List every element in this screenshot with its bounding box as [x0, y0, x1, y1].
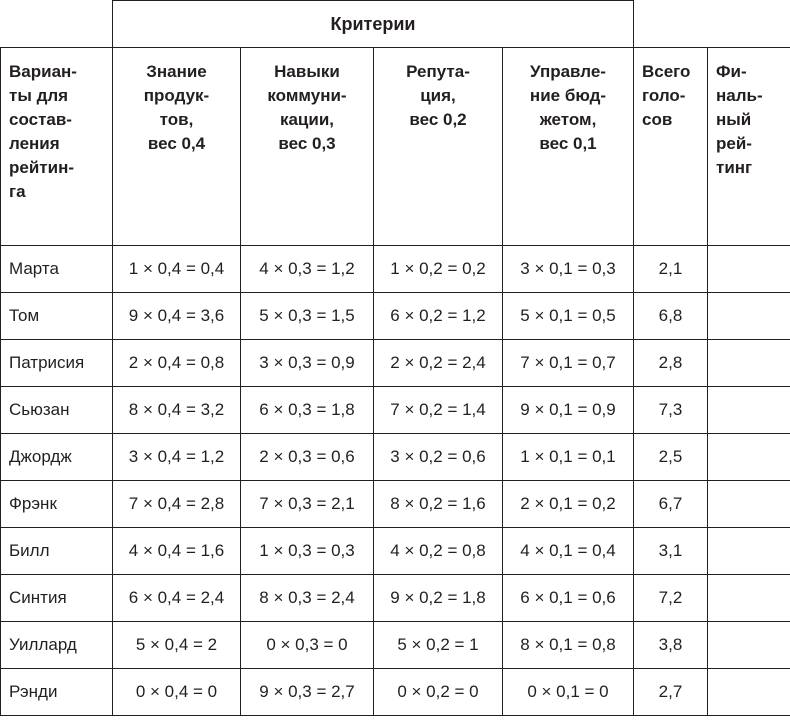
candidate-name: Уиллард — [1, 622, 113, 669]
communication-cell: 7 × 0,3 = 2,1 — [241, 481, 374, 528]
candidate-name: Сьюзан — [1, 387, 113, 434]
final-rating-cell — [708, 481, 790, 528]
budget-cell: 1 × 0,1 = 0,1 — [503, 434, 634, 481]
column-header-final: Фи- наль- ный рей- тинг — [708, 48, 790, 246]
final-rating-cell — [708, 246, 790, 293]
reputation-cell: 8 × 0,2 = 1,6 — [374, 481, 503, 528]
total-votes-cell: 6,8 — [634, 293, 708, 340]
budget-cell: 8 × 0,1 = 0,8 — [503, 622, 634, 669]
candidate-name: Рэнди — [1, 669, 113, 716]
criteria-header-row — [1, 1, 790, 48]
final-rating-cell — [708, 340, 790, 387]
budget-cell: 6 × 0,1 = 0,6 — [503, 575, 634, 622]
column-header-options: Вариан- ты для состав- ления рейтин- га — [1, 48, 113, 246]
reputation-cell: 9 × 0,2 = 1,8 — [374, 575, 503, 622]
table-row — [1, 528, 790, 575]
communication-cell: 6 × 0,3 = 1,8 — [241, 387, 374, 434]
product-knowledge-cell: 7 × 0,4 = 2,8 — [113, 481, 241, 528]
empty-corner — [1, 1, 113, 48]
table-row — [1, 622, 790, 669]
candidate-name: Билл — [1, 528, 113, 575]
final-rating-cell — [708, 434, 790, 481]
final-rating-cell — [708, 622, 790, 669]
candidate-name: Фрэнк — [1, 481, 113, 528]
reputation-cell: 0 × 0,2 = 0 — [374, 669, 503, 716]
table-row — [1, 669, 790, 716]
table-row — [1, 481, 790, 528]
budget-cell: 7 × 0,1 = 0,7 — [503, 340, 634, 387]
communication-cell: 8 × 0,3 = 2,4 — [241, 575, 374, 622]
reputation-cell: 2 × 0,2 = 2,4 — [374, 340, 503, 387]
column-header-reputation: Репута- ция, вес 0,2 — [374, 48, 503, 246]
total-votes-cell: 3,8 — [634, 622, 708, 669]
reputation-cell: 4 × 0,2 = 0,8 — [374, 528, 503, 575]
reputation-cell: 1 × 0,2 = 0,2 — [374, 246, 503, 293]
final-rating-cell — [708, 387, 790, 434]
final-rating-cell — [708, 575, 790, 622]
budget-cell: 5 × 0,1 = 0,5 — [503, 293, 634, 340]
reputation-cell: 5 × 0,2 = 1 — [374, 622, 503, 669]
product-knowledge-cell: 1 × 0,4 = 0,4 — [113, 246, 241, 293]
communication-cell: 4 × 0,3 = 1,2 — [241, 246, 374, 293]
column-header-row — [1, 48, 790, 246]
column-header-product-knowledge: Знание продук- тов, вес 0,4 — [113, 48, 241, 246]
budget-cell: 2 × 0,1 = 0,2 — [503, 481, 634, 528]
empty-corner-right — [634, 1, 790, 48]
product-knowledge-cell: 3 × 0,4 = 1,2 — [113, 434, 241, 481]
total-votes-cell: 6,7 — [634, 481, 708, 528]
product-knowledge-cell: 6 × 0,4 = 2,4 — [113, 575, 241, 622]
table-row — [1, 387, 790, 434]
table-row — [1, 246, 790, 293]
product-knowledge-cell: 4 × 0,4 = 1,6 — [113, 528, 241, 575]
column-header-communication: Навыки коммуни- кации, вес 0,3 — [241, 48, 374, 246]
candidate-name: Патрисия — [1, 340, 113, 387]
communication-cell: 1 × 0,3 = 0,3 — [241, 528, 374, 575]
total-votes-cell: 2,1 — [634, 246, 708, 293]
budget-cell: 3 × 0,1 = 0,3 — [503, 246, 634, 293]
total-votes-cell: 7,2 — [634, 575, 708, 622]
product-knowledge-cell: 0 × 0,4 = 0 — [113, 669, 241, 716]
final-rating-cell — [708, 528, 790, 575]
product-knowledge-cell: 8 × 0,4 = 3,2 — [113, 387, 241, 434]
budget-cell: 4 × 0,1 = 0,4 — [503, 528, 634, 575]
communication-cell: 0 × 0,3 = 0 — [241, 622, 374, 669]
total-votes-cell: 2,8 — [634, 340, 708, 387]
table-row — [1, 293, 790, 340]
communication-cell: 5 × 0,3 = 1,5 — [241, 293, 374, 340]
communication-cell: 2 × 0,3 = 0,6 — [241, 434, 374, 481]
communication-cell: 9 × 0,3 = 2,7 — [241, 669, 374, 716]
table-row — [1, 575, 790, 622]
product-knowledge-cell: 5 × 0,4 = 2 — [113, 622, 241, 669]
reputation-cell: 7 × 0,2 = 1,4 — [374, 387, 503, 434]
budget-cell: 9 × 0,1 = 0,9 — [503, 387, 634, 434]
criteria-header: Критерии — [113, 1, 634, 48]
table-row — [1, 434, 790, 481]
total-votes-cell: 2,5 — [634, 434, 708, 481]
table-row — [1, 340, 790, 387]
candidate-name: Джордж — [1, 434, 113, 481]
total-votes-cell: 2,7 — [634, 669, 708, 716]
total-votes-cell: 3,1 — [634, 528, 708, 575]
total-votes-cell: 7,3 — [634, 387, 708, 434]
product-knowledge-cell: 2 × 0,4 = 0,8 — [113, 340, 241, 387]
final-rating-cell — [708, 293, 790, 340]
reputation-cell: 6 × 0,2 = 1,2 — [374, 293, 503, 340]
column-header-budget: Управле- ние бюд- жетом, вес 0,1 — [503, 48, 634, 246]
candidate-name: Том — [1, 293, 113, 340]
reputation-cell: 3 × 0,2 = 0,6 — [374, 434, 503, 481]
final-rating-cell — [708, 669, 790, 716]
column-header-total: Всего голо- сов — [634, 48, 708, 246]
budget-cell: 0 × 0,1 = 0 — [503, 669, 634, 716]
product-knowledge-cell: 9 × 0,4 = 3,6 — [113, 293, 241, 340]
communication-cell: 3 × 0,3 = 0,9 — [241, 340, 374, 387]
candidate-name: Синтия — [1, 575, 113, 622]
candidate-name: Марта — [1, 246, 113, 293]
